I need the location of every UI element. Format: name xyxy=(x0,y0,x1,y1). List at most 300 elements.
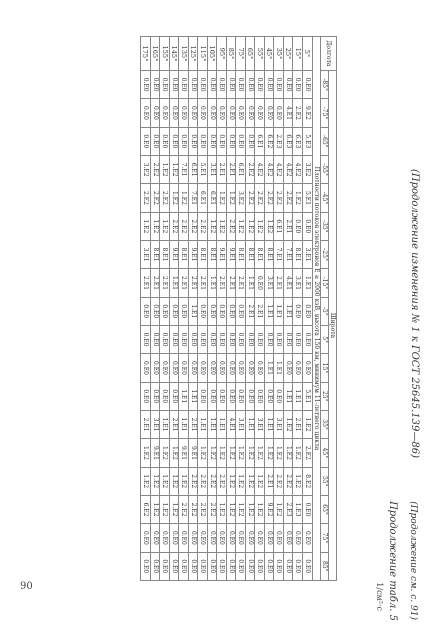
flux-value-cell: 1.E2 xyxy=(226,184,236,212)
latitude-header: 5° xyxy=(321,325,329,353)
flux-value-cell: 0.E0 xyxy=(150,127,160,155)
flux-value-cell: 8.E1 xyxy=(207,240,217,268)
flux-value-cell: 4.E1 xyxy=(283,99,293,127)
latitude-header: 55° xyxy=(321,467,329,495)
flux-value-cell: 2.E1 xyxy=(160,269,170,297)
table-row xyxy=(188,37,198,581)
longitude-cell: 145° xyxy=(169,37,179,71)
flux-value-cell: 0.E0 xyxy=(207,354,217,382)
flux-value-cell: 3.E1 xyxy=(236,410,246,438)
table-row xyxy=(141,37,151,581)
flux-value-cell: 1.E1 xyxy=(264,410,274,438)
table-row xyxy=(179,37,189,581)
flux-value-cell: 9.E1 xyxy=(217,240,227,268)
flux-value-cell: 1.E1 xyxy=(293,382,303,410)
longitude-cell: 45° xyxy=(264,37,274,71)
flux-value-cell: 4.E2 xyxy=(293,155,303,183)
flux-value-cell: 2.E2 xyxy=(198,495,208,523)
flux-value-cell: 9.E1 xyxy=(150,439,160,467)
flux-value-cell: 1.E1 xyxy=(160,410,170,438)
flux-value-cell: 0.E0 xyxy=(169,552,179,580)
flux-value-cell: 0.E0 xyxy=(160,71,170,99)
flux-value-cell: 0.E0 xyxy=(207,297,217,325)
flux-value-cell: 1.E2 xyxy=(150,212,160,240)
flux-value-cell: 0.E0 xyxy=(198,354,208,382)
longitude-cell: 65° xyxy=(245,37,255,71)
flux-value-cell: 1.E2 xyxy=(141,439,151,467)
table-row xyxy=(293,37,303,581)
longitude-cell: 155° xyxy=(160,37,170,71)
flux-value-cell: 2.E2 xyxy=(150,184,160,212)
flux-value-cell: 0.E0 xyxy=(179,99,189,127)
flux-value-cell: 0.E0 xyxy=(274,71,284,99)
longitude-cell: 165° xyxy=(150,37,160,71)
flux-value-cell: 0.E0 xyxy=(236,127,246,155)
flux-value-cell: 0.E0 xyxy=(198,382,208,410)
flux-value-cell: 0.E0 xyxy=(160,325,170,353)
flux-value-cell: 1.E1 xyxy=(188,382,198,410)
flux-value-cell: 0.E0 xyxy=(293,552,303,580)
flux-value-cell: 9.E1 xyxy=(169,240,179,268)
longitude-cell: 15° xyxy=(293,37,303,71)
flux-value-cell: 0.E0 xyxy=(303,325,313,353)
flux-value-cell: 1.E1 xyxy=(207,269,217,297)
flux-value-cell: 0.E0 xyxy=(217,71,227,99)
flux-value-cell: 0.E0 xyxy=(150,552,160,580)
flux-value-cell: 1.E2 xyxy=(255,495,265,523)
flux-value-cell: 0.E0 xyxy=(245,382,255,410)
flux-value-cell: 0.E0 xyxy=(169,127,179,155)
units-label: 1/см²·с xyxy=(375,582,384,611)
flux-value-cell: 8.E1 xyxy=(198,240,208,268)
flux-value-cell: 0.E0 xyxy=(141,127,151,155)
flux-value-cell: 8.E1 xyxy=(255,240,265,268)
flux-value-cell: 2.E2 xyxy=(303,439,313,467)
flux-value-cell: 0.E0 xyxy=(303,297,313,325)
flux-value-cell: 1.E2 xyxy=(198,439,208,467)
flux-value-cell: 0.E0 xyxy=(188,354,198,382)
table-row xyxy=(160,37,170,581)
flux-value-cell: 1.E2 xyxy=(245,467,255,495)
flux-value-cell: 1.E1 xyxy=(198,410,208,438)
flux-value-cell: 0.E0 xyxy=(264,524,274,552)
flux-value-cell: 1.E2 xyxy=(255,467,265,495)
flux-value-cell: 2.E2 xyxy=(283,184,293,212)
flux-value-cell: 0.E0 xyxy=(283,325,293,353)
flux-value-cell: 0.E0 xyxy=(169,71,179,99)
flux-value-cell: 2.E1 xyxy=(264,467,274,495)
flux-value-cell: 4.E2 xyxy=(283,155,293,183)
flux-value-cell: 0.E0 xyxy=(141,524,151,552)
flux-value-cell: 0.E0 xyxy=(188,127,198,155)
flux-value-cell: 0.E0 xyxy=(264,71,274,99)
longitude-cell: 55° xyxy=(255,37,265,71)
flux-value-cell: 0.E0 xyxy=(188,99,198,127)
flux-value-cell: 9.E1 xyxy=(226,240,236,268)
flux-value-cell: 0.E0 xyxy=(198,552,208,580)
flux-value-cell: 0.E0 xyxy=(303,71,313,99)
flux-value-cell: 6.E1 xyxy=(207,184,217,212)
flux-value-cell: 1.E2 xyxy=(226,439,236,467)
flux-value-cell: 8.E1 xyxy=(293,240,303,268)
flux-value-cell: 1.E2 xyxy=(150,467,160,495)
latitude-header: -85° xyxy=(321,71,329,99)
flux-value-cell: 2.E1 xyxy=(236,269,246,297)
flux-value-cell: 9.E1 xyxy=(188,240,198,268)
flux-value-cell: 1.E2 xyxy=(236,495,246,523)
flux-value-cell: 7.E1 xyxy=(188,184,198,212)
flux-value-cell: 0.E0 xyxy=(226,297,236,325)
flux-value-cell: 0.E0 xyxy=(141,552,151,580)
flux-value-cell: 2.E1 xyxy=(255,297,265,325)
flux-value-cell: 1.E1 xyxy=(283,297,293,325)
longitude-cell: 95° xyxy=(217,37,227,71)
flux-value-cell: 2.E2 xyxy=(188,495,198,523)
flux-value-cell: 0.E0 xyxy=(236,382,246,410)
flux-value-cell: 0.E0 xyxy=(207,127,217,155)
flux-value-cell: 2.E1 xyxy=(226,269,236,297)
flux-value-cell: 8.E1 xyxy=(150,240,160,268)
continuation-footer: (Продолжение см. с. 91) xyxy=(408,501,418,620)
flux-value-cell: 8.E1 xyxy=(245,240,255,268)
flux-value-cell: 0.E0 xyxy=(236,552,246,580)
flux-value-cell: 2.E1 xyxy=(283,212,293,240)
flux-value-cell: 2.E1 xyxy=(245,297,255,325)
flux-value-cell: 2.E2 xyxy=(179,495,189,523)
flux-value-cell: 6.E3 xyxy=(293,127,303,155)
flux-value-cell: 7.E1 xyxy=(274,240,284,268)
flux-value-cell: 2.E1 xyxy=(217,269,227,297)
flux-value-cell: 2.E2 xyxy=(283,467,293,495)
flux-value-cell: 0.E0 xyxy=(264,325,274,353)
flux-value-cell: 0.E0 xyxy=(141,99,151,127)
flux-value-cell: 0.E0 xyxy=(207,99,217,127)
flux-value-cell: 0.E0 xyxy=(169,524,179,552)
flux-value-cell: 0.E0 xyxy=(150,297,160,325)
flux-value-cell: 0.E0 xyxy=(236,524,246,552)
flux-value-cell: 0.E0 xyxy=(226,354,236,382)
longitude-cell: 175° xyxy=(141,37,151,71)
flux-value-cell: 1.E1 xyxy=(169,269,179,297)
longitude-cell: 75° xyxy=(236,37,246,71)
flux-value-cell: 0.E0 xyxy=(255,354,265,382)
flux-value-cell: 1.E2 xyxy=(293,467,303,495)
flux-value-cell: 2.E2 xyxy=(169,212,179,240)
flux-value-cell: 1.E2 xyxy=(245,495,255,523)
flux-value-cell: 0.E0 xyxy=(293,325,303,353)
flux-value-cell: 0.E0 xyxy=(274,99,284,127)
flux-value-cell: 0.E0 xyxy=(217,552,227,580)
flux-value-cell: 1.E2 xyxy=(179,467,189,495)
flux-value-cell: 0.E0 xyxy=(255,269,265,297)
flux-value-cell: 0.E0 xyxy=(245,524,255,552)
flux-value-cell: 8.E1 xyxy=(236,240,246,268)
flux-value-cell: 1.E1 xyxy=(283,382,293,410)
flux-value-cell: 0.E0 xyxy=(141,325,151,353)
flux-value-cell: 0.E0 xyxy=(303,552,313,580)
flux-value-cell: 1.E2 xyxy=(236,212,246,240)
flux-value-cell: 1.E1 xyxy=(188,297,198,325)
flux-value-cell: 1.E2 xyxy=(245,439,255,467)
flux-value-cell: 5.E1 xyxy=(303,382,313,410)
table-row xyxy=(150,37,160,581)
longitude-cell: 85° xyxy=(226,37,236,71)
table-row xyxy=(274,37,284,581)
flux-value-cell: 4.E2 xyxy=(264,155,274,183)
flux-value-cell: 0.E0 xyxy=(188,71,198,99)
latitude-header-row xyxy=(321,37,329,581)
flux-value-cell: 0.E0 xyxy=(264,552,274,580)
flux-value-cell: 4.E2 xyxy=(274,155,284,183)
flux-value-cell: 0.E0 xyxy=(160,354,170,382)
flux-value-cell: 1.E3 xyxy=(293,495,303,523)
flux-value-cell: 0.E0 xyxy=(169,297,179,325)
flux-value-cell: 0.E0 xyxy=(150,71,160,99)
flux-value-cell: 2.E2 xyxy=(293,99,303,127)
page-number: 90 xyxy=(20,581,33,592)
flux-value-cell: 0.E0 xyxy=(217,524,227,552)
flux-value-cell: 0.E0 xyxy=(198,127,208,155)
flux-value-cell: 1.E2 xyxy=(169,439,179,467)
flux-value-cell: 0.E0 xyxy=(226,524,236,552)
flux-value-cell: 1.E2 xyxy=(179,184,189,212)
flux-value-cell: 4.E1 xyxy=(226,410,236,438)
flux-value-cell: 2.E1 xyxy=(188,269,198,297)
flux-value-cell: 1.E1 xyxy=(274,354,284,382)
flux-value-cell: 0.E0 xyxy=(188,524,198,552)
flux-value-cell: 5.E3 xyxy=(303,127,313,155)
flux-value-cell: 1.E2 xyxy=(274,495,284,523)
flux-value-cell: 1.E2 xyxy=(207,439,217,467)
flux-value-cell: 0.E0 xyxy=(274,524,284,552)
table-row xyxy=(303,37,313,581)
flux-value-cell: 0.E0 xyxy=(160,99,170,127)
flux-value-cell: 0.E0 xyxy=(293,297,303,325)
flux-value-cell: 3.E2 xyxy=(236,184,246,212)
flux-value-cell: 0.E0 xyxy=(226,99,236,127)
latitude-header: 85° xyxy=(321,552,329,580)
latitude-header: -65° xyxy=(321,127,329,155)
table-row xyxy=(217,37,227,581)
flux-value-cell: 7.E1 xyxy=(283,240,293,268)
flux-value-cell: 1.E2 xyxy=(236,439,246,467)
flux-value-cell: 0.E0 xyxy=(141,382,151,410)
flux-value-cell: 1.E2 xyxy=(160,495,170,523)
flux-value-cell: 0.E0 xyxy=(179,325,189,353)
flux-value-cell: 0.E0 xyxy=(274,325,284,353)
flux-value-cell: 0.E0 xyxy=(160,524,170,552)
flux-value-cell: 2.E3 xyxy=(274,127,284,155)
flux-value-cell: 0.E0 xyxy=(293,212,303,240)
latitude-group-header: Широта xyxy=(329,71,337,581)
flux-value-cell: 0.E0 xyxy=(179,71,189,99)
table-row xyxy=(245,37,255,581)
flux-value-cell: 8.E1 xyxy=(160,240,170,268)
flux-value-cell: 3.E1 xyxy=(303,240,313,268)
flux-value-cell: 1.E2 xyxy=(169,495,179,523)
longitude-cell: 135° xyxy=(179,37,189,71)
flux-value-cell: 1.E2 xyxy=(169,184,179,212)
flux-value-cell: 2.E2 xyxy=(217,467,227,495)
flux-value-cell: 0.E0 xyxy=(207,552,217,580)
flux-value-cell: 0.E0 xyxy=(150,524,160,552)
flux-value-cell: 0.E0 xyxy=(141,354,151,382)
flux-value-cell: 0.E0 xyxy=(293,354,303,382)
latitude-header: -5° xyxy=(321,297,329,325)
flux-value-cell: 0.E0 xyxy=(245,354,255,382)
flux-value-cell: 3.E1 xyxy=(255,410,265,438)
flux-value-cell: 3.E2 xyxy=(141,155,151,183)
flux-value-cell: 2.E1 xyxy=(150,269,160,297)
flux-value-cell: 2.E2 xyxy=(150,155,160,183)
flux-value-cell: 0.E0 xyxy=(160,552,170,580)
flux-value-cell: 0.E0 xyxy=(217,127,227,155)
flux-value-cell: 1.E2 xyxy=(293,184,303,212)
flux-value-cell: 0.E0 xyxy=(303,495,313,523)
flux-value-cell: 0.E0 xyxy=(236,99,246,127)
flux-value-cell: 5.E1 xyxy=(198,155,208,183)
flux-value-cell: 2.E2 xyxy=(245,155,255,183)
flux-value-cell: 2.E1 xyxy=(293,410,303,438)
flux-value-cell: 0.E0 xyxy=(303,524,313,552)
flux-value-cell: 1.E1 xyxy=(303,269,313,297)
flux-value-cell: 0.E0 xyxy=(274,382,284,410)
flux-value-cell: 3.E1 xyxy=(207,155,217,183)
corner-header: Долгота xyxy=(321,37,337,71)
flux-value-cell: 0.E0 xyxy=(245,127,255,155)
flux-value-cell: 1.E2 xyxy=(160,439,170,467)
latitude-header: -35° xyxy=(321,212,329,240)
flux-value-cell: 0.E0 xyxy=(236,297,246,325)
flux-value-cell: 0.E0 xyxy=(198,71,208,99)
flux-value-cell: 0.E0 xyxy=(198,325,208,353)
flux-value-cell: 9.E2 xyxy=(303,99,313,127)
flux-value-cell: 0.E0 xyxy=(217,325,227,353)
flux-value-cell: 2.E2 xyxy=(188,212,198,240)
flux-value-cell: 2.E2 xyxy=(274,467,284,495)
flux-value-cell: 1.E2 xyxy=(141,212,151,240)
latitude-header: 75° xyxy=(321,524,329,552)
flux-value-cell: 2.E2 xyxy=(207,467,217,495)
section-title-cell: Плотности потоков электронов E ≥ 2000 кэВ, высота 150 км, минимум 11-летнего цикла xyxy=(312,37,320,581)
latitude-header: 15° xyxy=(321,354,329,382)
flux-value-cell: 0.E0 xyxy=(179,354,189,382)
flux-value-cell: 2.E2 xyxy=(188,467,198,495)
flux-value-cell: 1.E2 xyxy=(283,439,293,467)
flux-value-cell: 0.E0 xyxy=(141,297,151,325)
flux-value-cell: 1.E2 xyxy=(207,212,217,240)
latitude-header: 65° xyxy=(321,495,329,523)
flux-value-cell: 1.E2 xyxy=(217,184,227,212)
flux-value-cell: 0.E0 xyxy=(150,325,160,353)
flux-value-cell: 3.E1 xyxy=(141,240,151,268)
flux-value-cell: 1.E1 xyxy=(179,410,189,438)
flux-value-cell: 0.E0 xyxy=(179,552,189,580)
flux-value-cell: 0.E0 xyxy=(274,552,284,580)
flux-value-cell: 1.E2 xyxy=(226,467,236,495)
flux-value-cell: 0.E0 xyxy=(150,99,160,127)
flux-value-cell: 8.E1 xyxy=(179,240,189,268)
data-table-container xyxy=(140,36,337,581)
flux-value-cell: 0.E0 xyxy=(226,127,236,155)
flux-value-cell: 8.E1 xyxy=(264,240,274,268)
flux-value-cell: 2.E1 xyxy=(169,410,179,438)
flux-value-cell: 0.E0 xyxy=(169,354,179,382)
flux-value-cell: 2.E2 xyxy=(160,184,170,212)
flux-value-cell: 6.E1 xyxy=(274,212,284,240)
flux-value-cell: 2.E3 xyxy=(283,495,293,523)
flux-value-cell: 9.E1 xyxy=(188,439,198,467)
flux-value-cell: 0.E0 xyxy=(198,297,208,325)
latitude-header: 45° xyxy=(321,439,329,467)
flux-value-cell: 1.E2 xyxy=(150,495,160,523)
flux-value-cell: 3.E1 xyxy=(293,269,303,297)
flux-value-cell: 8.E2 xyxy=(303,467,313,495)
flux-value-cell: 0.E0 xyxy=(236,325,246,353)
flux-value-cell: 0.E0 xyxy=(283,524,293,552)
flux-value-cell: 2.E1 xyxy=(274,269,284,297)
flux-value-cell: 2.E1 xyxy=(198,269,208,297)
flux-value-cell: 0.E0 xyxy=(207,71,217,99)
flux-table xyxy=(140,36,337,581)
flux-value-cell: 0.E0 xyxy=(150,354,160,382)
flux-value-cell: 1.E2 xyxy=(245,212,255,240)
flux-value-cell: 0.E0 xyxy=(283,354,293,382)
flux-value-cell: 3.E1 xyxy=(150,410,160,438)
flux-value-cell: 0.E0 xyxy=(160,127,170,155)
flux-value-cell: 0.E0 xyxy=(179,297,189,325)
table-row xyxy=(169,37,179,581)
table-row xyxy=(255,37,265,581)
flux-value-cell: 0.E0 xyxy=(236,354,246,382)
flux-value-cell: 1.E1 xyxy=(179,382,189,410)
flux-value-cell: 1.E2 xyxy=(141,467,151,495)
flux-value-cell: 0.E0 xyxy=(207,382,217,410)
flux-value-cell: 2.E1 xyxy=(179,269,189,297)
flux-value-cell: 1.E2 xyxy=(169,467,179,495)
longitude-cell: 125° xyxy=(188,37,198,71)
flux-value-cell: 0.E0 xyxy=(217,354,227,382)
flux-value-cell: 0.E0 xyxy=(245,325,255,353)
flux-value-cell: 1.E2 xyxy=(217,212,227,240)
flux-value-cell: 5.E1 xyxy=(303,184,313,212)
flux-value-cell: 0.E0 xyxy=(303,212,313,240)
flux-value-cell: 2.E1 xyxy=(188,410,198,438)
flux-value-cell: 2.E2 xyxy=(207,495,217,523)
document-title: (Продолжение изменения № 1 к ГОСТ 25645.139—86) xyxy=(409,169,420,458)
flux-value-cell: 2.E2 xyxy=(245,184,255,212)
flux-value-cell: 1.E2 xyxy=(160,212,170,240)
flux-value-cell: 0.E0 xyxy=(188,552,198,580)
longitude-cell: 105° xyxy=(207,37,217,71)
flux-value-cell: 0.E0 xyxy=(141,71,151,99)
flux-value-cell: 1.E2 xyxy=(169,155,179,183)
flux-value-cell: 1.E2 xyxy=(293,439,303,467)
flux-value-cell: 0.E0 xyxy=(207,524,217,552)
flux-value-cell: 2.E1 xyxy=(141,410,151,438)
flux-value-cell: 6.E1 xyxy=(188,155,198,183)
flux-value-cell: 3.E1 xyxy=(264,269,274,297)
latitude-header: -55° xyxy=(321,155,329,183)
flux-value-cell: 0.E0 xyxy=(255,99,265,127)
flux-value-cell: 1.E2 xyxy=(264,212,274,240)
flux-value-cell: 1.E2 xyxy=(283,410,293,438)
flux-value-cell: 0.E0 xyxy=(264,382,274,410)
flux-value-cell: 0.E0 xyxy=(198,524,208,552)
flux-value-cell: 0.E0 xyxy=(303,354,313,382)
flux-value-cell: 0.E0 xyxy=(283,552,293,580)
flux-value-cell: 1.E1 xyxy=(274,297,284,325)
